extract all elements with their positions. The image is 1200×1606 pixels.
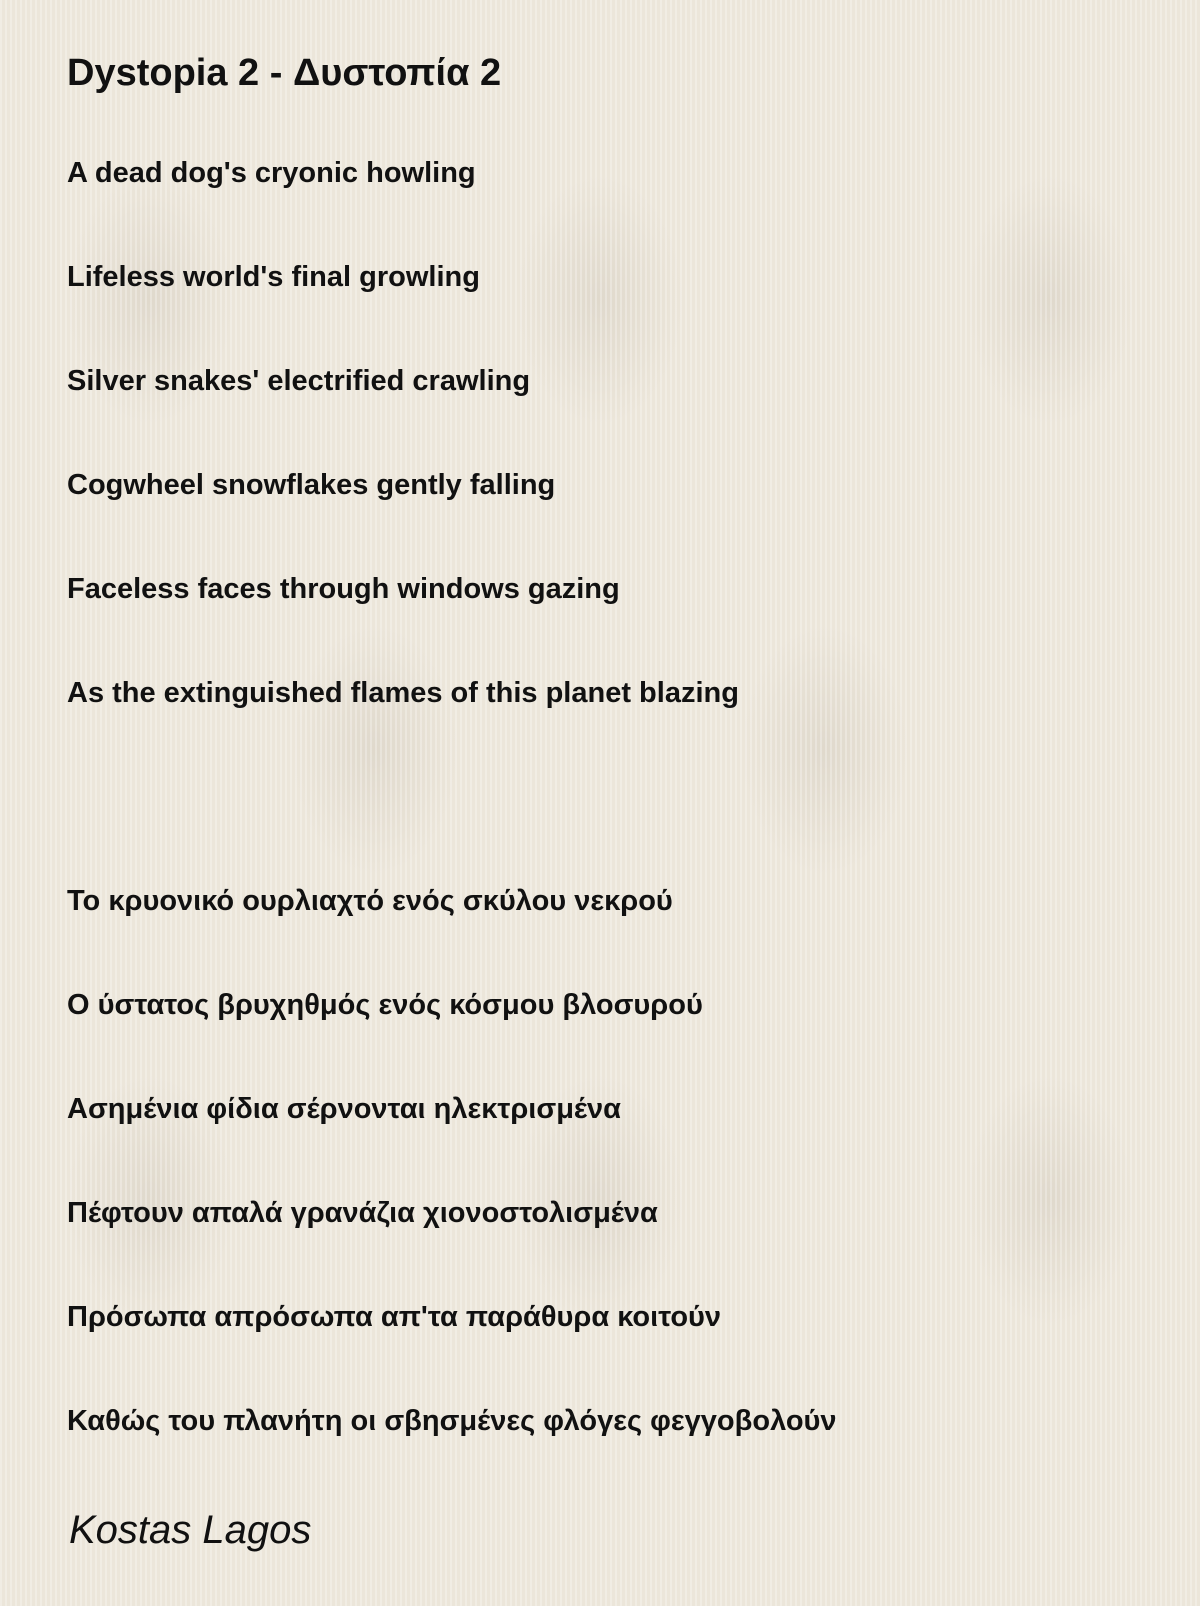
poem-line-english-3: Silver snakes' electrified crawling — [67, 365, 531, 397]
poem-title: Dystopia 2 - Δυστοπία 2 — [67, 52, 502, 94]
poem-line-english-2: Lifeless world's final growling — [67, 261, 480, 293]
poem-line-greek-6: Καθώς του πλανήτη οι σβησμένες φλόγες φεγγοβολούν — [67, 1405, 837, 1437]
poem-line-english-4: Cogwheel snowflakes gently falling — [67, 469, 556, 501]
poem-line-greek-2: Ο ύστατος βρυχηθμός ενός κόσμου βλοσυρού — [67, 989, 703, 1021]
poem-line-english-1: A dead dog's cryonic howling — [67, 157, 476, 189]
poem-line-greek-1: Το κρυονικό ουρλιαχτό ενός σκύλου νεκρού — [67, 885, 673, 917]
poem-line-english-5: Faceless faces through windows gazing — [67, 573, 620, 605]
poem-line-greek-3: Ασημένια φίδια σέρνονται ηλεκτρισμένα — [67, 1093, 621, 1125]
poem-line-greek-4: Πέφτουν απαλά γρανάζια χιονοστολισμένα — [67, 1197, 658, 1229]
poem-author: Kostas Lagos — [69, 1508, 312, 1552]
poem-line-greek-5: Πρόσωπα απρόσωπα απ'τα παράθυρα κοιτούν — [67, 1301, 722, 1333]
poem-line-english-6: As the extinguished flames of this planet blazing — [67, 677, 739, 709]
